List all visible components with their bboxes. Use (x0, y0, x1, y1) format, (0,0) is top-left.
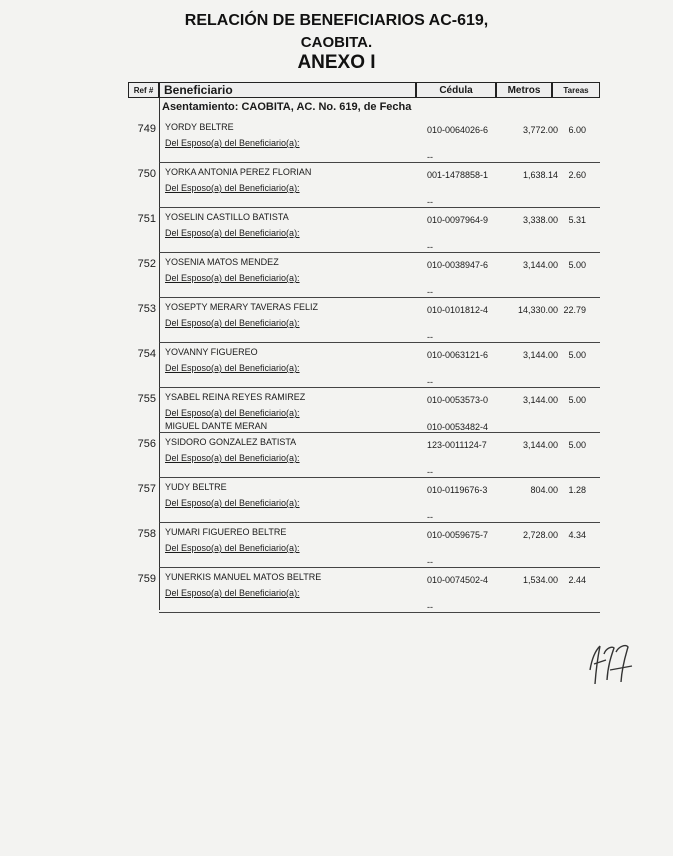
spouse-label: Del Esposo(a) del Beneficiario(a): (165, 543, 300, 553)
meters-value: 2,728.00 (522, 530, 558, 540)
col-header-meters: Metros (496, 82, 552, 98)
beneficiary-name: YORDY BELTRE (165, 122, 234, 132)
cedula-value: 010-0119676-3 (427, 485, 488, 495)
meters-value: 3,144.00 (522, 350, 558, 360)
beneficiary-name: YUDY BELTRE (165, 482, 227, 492)
table-row (128, 253, 600, 298)
table-row (128, 298, 600, 343)
cedula-value: 010-0097964-9 (427, 215, 489, 225)
spouse-cedula: -- (427, 197, 433, 207)
spouse-cedula: -- (427, 287, 433, 297)
tasks-value: 5.00 (568, 395, 586, 405)
meters-value: 3,338.00 (522, 215, 558, 225)
meters-value: 804.00 (530, 485, 558, 495)
col-header-beneficiary: Beneficiario (159, 82, 416, 98)
spouse-cedula: -- (427, 332, 433, 342)
ref-number: 750 (137, 168, 156, 180)
spouse-label: Del Esposo(a) del Beneficiario(a): (165, 588, 300, 598)
ref-number: 752 (137, 258, 156, 270)
meters-value: 3,144.00 (522, 440, 558, 450)
ref-number: 751 (137, 213, 156, 225)
spouse-cedula: -- (427, 377, 433, 387)
tasks-value: 5.31 (568, 215, 586, 225)
table-row (128, 478, 600, 523)
cedula-value: 010-0101812-4 (427, 305, 489, 315)
spouse-cedula: -- (427, 242, 433, 252)
spouse-label: Del Esposo(a) del Beneficiario(a): (165, 273, 300, 283)
col-header-ref: Ref # (128, 82, 159, 98)
spouse-cedula: -- (427, 152, 433, 162)
beneficiary-name: YOVANNY FIGUEREO (165, 347, 258, 357)
spouse-label: Del Esposo(a) del Beneficiario(a): (165, 183, 300, 193)
beneficiary-name: YUNERKIS MANUEL MATOS BELTRE (165, 572, 322, 582)
table-row (128, 208, 600, 253)
spouse-label: Del Esposo(a) del Beneficiario(a): (165, 228, 300, 238)
spouse-cedula: -- (427, 467, 433, 477)
meters-value: 14,330.00 (517, 305, 558, 315)
table-row (128, 523, 600, 568)
beneficiary-name: YSIDORO GONZALEZ BATISTA (165, 437, 297, 447)
tasks-value: 5.00 (568, 440, 586, 450)
spouse-label: Del Esposo(a) del Beneficiario(a): (165, 318, 300, 328)
cedula-value: 001-1478858-1 (427, 170, 489, 180)
cedula-value: 010-0064026-6 (427, 125, 489, 135)
tasks-value: 5.00 (568, 350, 586, 360)
ref-number: 757 (137, 483, 156, 495)
spouse-label: Del Esposo(a) del Beneficiario(a): (165, 453, 300, 463)
spouse-cedula: -- (427, 512, 433, 522)
row-divider (159, 612, 600, 613)
tasks-value: 4.34 (568, 530, 586, 540)
annex-title: ANEXO I (297, 52, 376, 73)
spouse-cedula: -- (427, 557, 433, 567)
meters-value: 3,772.00 (522, 125, 558, 135)
tasks-value: 2.44 (568, 575, 586, 585)
beneficiary-name: YOSENIA MATOS MENDEZ (165, 257, 279, 267)
col-header-tasks: Tareas (552, 82, 600, 98)
spouse-cedula: -- (427, 602, 433, 612)
tasks-value: 5.00 (568, 260, 586, 270)
tasks-value: 1.28 (568, 485, 586, 495)
tasks-value: 6.00 (568, 125, 586, 135)
settlement-heading: Asentamiento: CAOBITA, AC. No. 619, de Fecha (162, 101, 412, 113)
handwritten-signature (586, 640, 636, 686)
beneficiary-name: YORKA ANTONIA PEREZ FLORIAN (165, 167, 312, 177)
beneficiary-name: YUMARI FIGUEREO BELTRE (165, 527, 287, 537)
beneficiary-name: YSABEL REINA REYES RAMIREZ (165, 392, 306, 402)
cedula-value: 010-0053573-0 (427, 395, 489, 405)
cedula-value: 010-0059675-7 (427, 530, 489, 540)
document-subtitle: CAOBITA. (300, 34, 373, 51)
spouse-label: Del Esposo(a) del Beneficiario(a): (165, 138, 300, 148)
table-row (128, 388, 600, 433)
table-row (128, 433, 600, 478)
ref-number: 756 (137, 438, 156, 450)
cedula-value: 010-0063121-6 (427, 350, 489, 360)
document-title: RELACIÓN DE BENEFICIARIOS AC-619, (184, 12, 489, 29)
ref-number: 753 (137, 303, 156, 315)
spouse-name: MIGUEL DANTE MERAN (165, 421, 268, 431)
beneficiary-name: YOSEPTY MERARY TAVERAS FELIZ (165, 302, 319, 312)
cedula-value: 010-0074502-4 (427, 575, 489, 585)
meters-value: 1,638.14 (522, 170, 558, 180)
cedula-value: 010-0038947-6 (427, 260, 489, 270)
ref-number: 754 (137, 348, 156, 360)
ref-number: 759 (137, 573, 156, 585)
tasks-value: 22.79 (563, 305, 586, 315)
cedula-value: 123-0011124-7 (427, 440, 487, 450)
ref-number: 758 (137, 528, 156, 540)
beneficiary-name: YOSELIN CASTILLO BATISTA (165, 212, 289, 222)
spouse-label: Del Esposo(a) del Beneficiario(a): (165, 498, 300, 508)
spouse-cedula: 010-0053482-4 (427, 422, 489, 432)
ref-number: 755 (137, 393, 156, 405)
table-row (128, 568, 600, 613)
spouse-label: Del Esposo(a) del Beneficiario(a): (165, 363, 300, 373)
ref-number: 749 (137, 123, 156, 135)
table-row (128, 343, 600, 388)
spouse-label: Del Esposo(a) del Beneficiario(a): (165, 408, 300, 418)
tasks-value: 2.60 (568, 170, 586, 180)
meters-value: 3,144.00 (522, 260, 558, 270)
table-row (128, 163, 600, 208)
meters-value: 1,534.00 (522, 575, 558, 585)
col-header-cedula: Cédula (416, 82, 496, 98)
meters-value: 3,144.00 (522, 395, 558, 405)
table-row (128, 118, 600, 163)
